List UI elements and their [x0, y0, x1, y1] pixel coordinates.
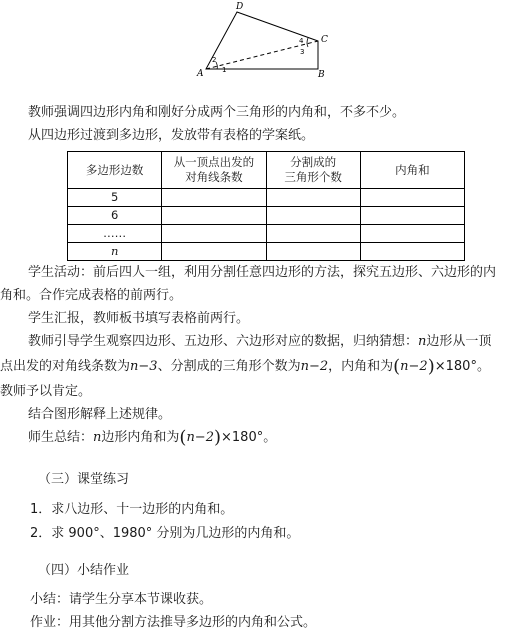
summary-text: 小结：请学生分享本节课收获。	[30, 592, 213, 607]
paragraph-activity-line2: 角和。合作完成表格的前两行。	[0, 288, 183, 303]
paragraph-induction-line1: 教师引导学生观察四边形、五边形、六边形对应的数据，归纳猜想：n边形从一顶	[28, 334, 492, 349]
paragraph-activity-line1: 学生活动：前后四人一组，利用分割任意四边形的方法，探究五边形、六边形的内	[28, 265, 497, 280]
paragraph-report: 学生汇报，教师板书填写表格前两行。	[28, 311, 250, 326]
paragraph-summary-formula: 师生总结：n边形内角和为(n−2)×180°。	[28, 427, 277, 448]
table-cell: ……	[68, 225, 162, 243]
table-cell: 6	[68, 207, 162, 225]
header-diagonals: 从一顶点出发的 对角线条数	[162, 152, 266, 189]
vertex-label-a: A	[197, 69, 204, 79]
table-cell[interactable]	[162, 243, 266, 261]
table-cell[interactable]	[266, 189, 360, 207]
table-row	[68, 225, 465, 243]
table-cell[interactable]	[360, 243, 464, 261]
table-cell: 5	[68, 189, 162, 207]
paragraph-affirm: 教师予以肯定。	[0, 384, 92, 399]
table-cell[interactable]	[266, 207, 360, 225]
section-heading-summary: （四）小结作业	[38, 563, 130, 578]
header-angle-sum: 内角和	[360, 152, 464, 189]
table-cell[interactable]	[266, 243, 360, 261]
vertex-label-c: C	[321, 35, 328, 45]
header-sides: 多边形边数	[68, 152, 162, 189]
table-row	[68, 207, 465, 225]
exercise-item-2: 2．求 900°、1980° 分别为几边形的内角和。	[30, 526, 300, 541]
angle-label-4: 4	[299, 37, 304, 45]
table-cell[interactable]	[162, 225, 266, 243]
angle-arc-c	[307, 38, 308, 47]
table-row	[68, 243, 465, 261]
table-cell[interactable]	[360, 225, 464, 243]
paragraph-transition: 从四边形过渡到多边形，发放带有表格的学案纸。	[28, 128, 315, 143]
worksheet-table	[67, 151, 465, 261]
vertex-label-d: D	[236, 2, 244, 12]
angle-label-3: 3	[300, 48, 305, 56]
section-heading-practice: （三）课堂练习	[38, 472, 130, 487]
quadrilateral-figure	[190, 0, 340, 84]
table-cell[interactable]	[360, 189, 464, 207]
table-row	[68, 189, 465, 207]
table-header-row	[68, 152, 465, 189]
table-cell[interactable]	[266, 225, 360, 243]
paragraph-explain: 结合图形解释上述规律。	[28, 407, 172, 422]
paragraph-emphasis: 教师强调四边形内角和刚好分成两个三角形的内角和，不多不少。	[28, 105, 406, 120]
angle-label-2: 2	[212, 56, 217, 64]
paragraph-induction-line2: 点出发的对角线条数为n−3、分割成的三角形个数为n−2，内角和为(n−2)×180°。	[0, 356, 490, 377]
homework-text: 作业：用其他分割方法推导多边形的内角和公式。	[30, 615, 317, 630]
table-cell: n	[68, 243, 162, 261]
table-cell[interactable]	[360, 207, 464, 225]
table-cell[interactable]	[162, 189, 266, 207]
exercise-item-1: 1．求八边形、十一边形的内角和。	[30, 502, 234, 517]
angle-label-1: 1	[222, 66, 227, 74]
header-triangles: 分割成的 三角形个数	[266, 152, 360, 189]
vertex-label-b: B	[318, 70, 325, 80]
table-cell[interactable]	[162, 207, 266, 225]
